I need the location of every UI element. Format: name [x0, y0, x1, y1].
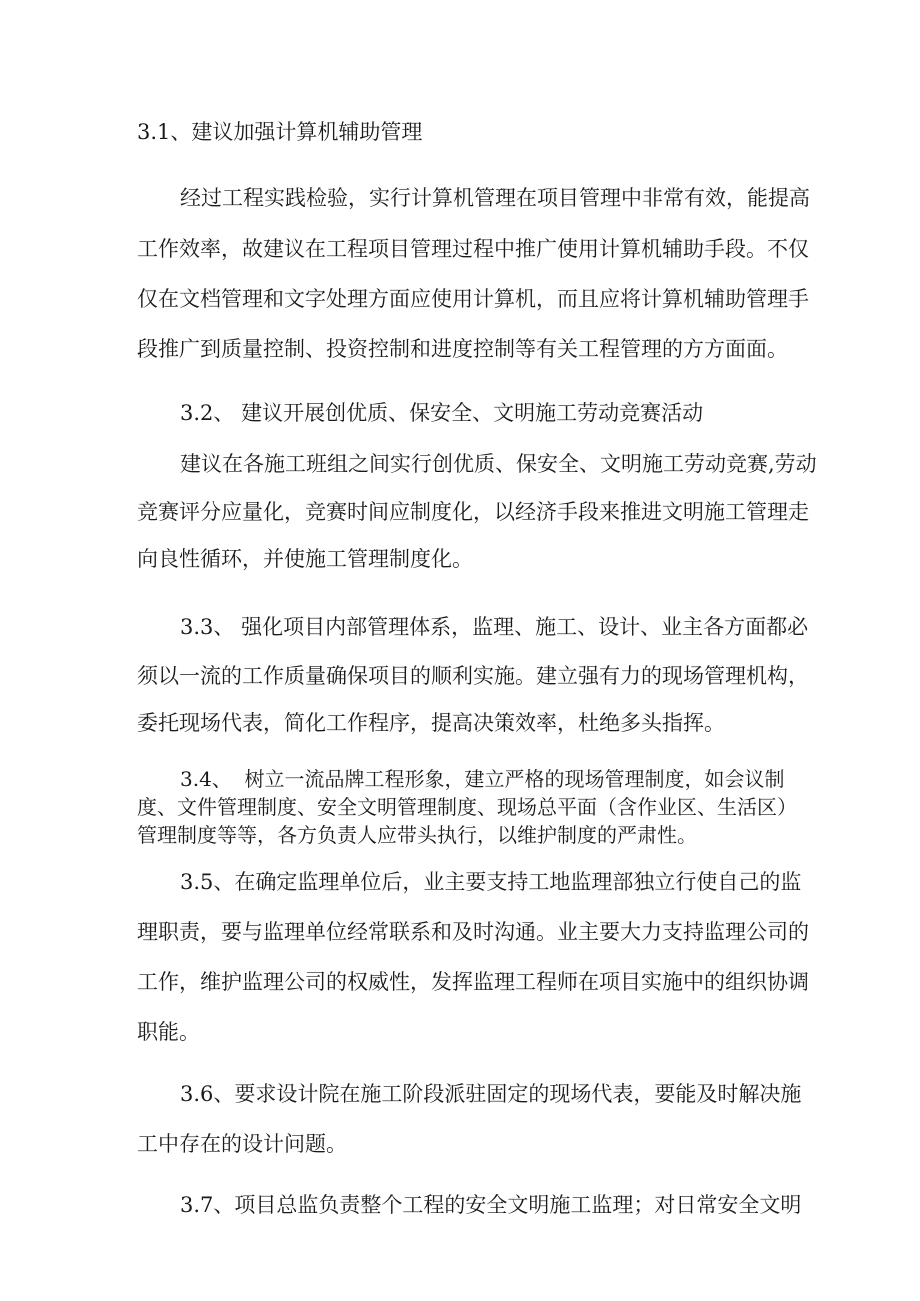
- paragraph-line: 度、文件管理制度、安全文明管理制度、现场总平面（含作业区、生活区）: [137, 795, 797, 819]
- paragraph-line: 竞赛评分应量化，竞赛时间应制度化，以经济手段来推进文明施工管理走: [137, 500, 809, 524]
- paragraph-3-6-line: 3.6、要求设计院在施工阶段派驻固定的现场代表，要能及时解决施: [180, 1082, 802, 1106]
- paragraph-line: 经过工程实践检验，实行计算机管理在项目管理中非常有效，能提高: [180, 186, 810, 210]
- paragraph-line: 工作，维护监理公司的权威性，发挥监理工程师在项目实施中的组织协调: [137, 970, 809, 994]
- paragraph-line: 管理制度等等，各方负责人应带头执行，以维护制度的严肃性。: [137, 823, 697, 847]
- section-heading-3-1: 3.1、建议加强计算机辅助管理: [137, 120, 423, 144]
- paragraph-3-3-line: 3.3、 强化项目内部管理体系，监理、施工、设计、业主各方面都必: [180, 615, 809, 639]
- paragraph-3-7-line: 3.7、项目总监负责整个工程的安全文明施工监理；对日常安全文明: [180, 1193, 802, 1217]
- paragraph-line: 职能。: [137, 1020, 200, 1044]
- paragraph-line: 建议在各施工班组之间实行创优质、保安全、文明施工劳动竞赛,劳动: [180, 452, 817, 476]
- paragraph-line: 委托现场代表，简化工作程序，提高决策效率，杜绝多头指挥。: [137, 711, 725, 735]
- paragraph-line: 工作效率，故建议在工程项目管理过程中推广使用计算机辅助手段。不仅: [137, 237, 809, 261]
- section-heading-3-2: 3.2、 建议开展创优质、保安全、文明施工劳动竞赛活动: [180, 401, 704, 425]
- paragraph-line: 工中存在的设计问题。: [137, 1132, 347, 1156]
- paragraph-line: 仅在文档管理和文字处理方面应使用计算机，而且应将计算机辅助管理手: [137, 287, 809, 311]
- paragraph-line: 须以一流的工作质量确保项目的顺利实施。建立强有力的现场管理机构，: [137, 664, 809, 688]
- paragraph-3-5-line: 3.5、在确定监理单位后，业主要支持工地监理部独立行使自己的监: [180, 870, 802, 894]
- paragraph-line: 向良性循环，并使施工管理制度化。: [137, 547, 473, 571]
- paragraph-3-4-line: 3.4、 树立一流品牌工程形象，建立严格的现场管理制度，如会议制: [180, 767, 785, 791]
- paragraph-line: 理职责，要与监理单位经常联系和及时沟通。业主要大力支持监理公司的: [137, 920, 809, 944]
- paragraph-line: 段推广到质量控制、投资控制和进度控制等有关工程管理的方方面面。: [137, 337, 788, 361]
